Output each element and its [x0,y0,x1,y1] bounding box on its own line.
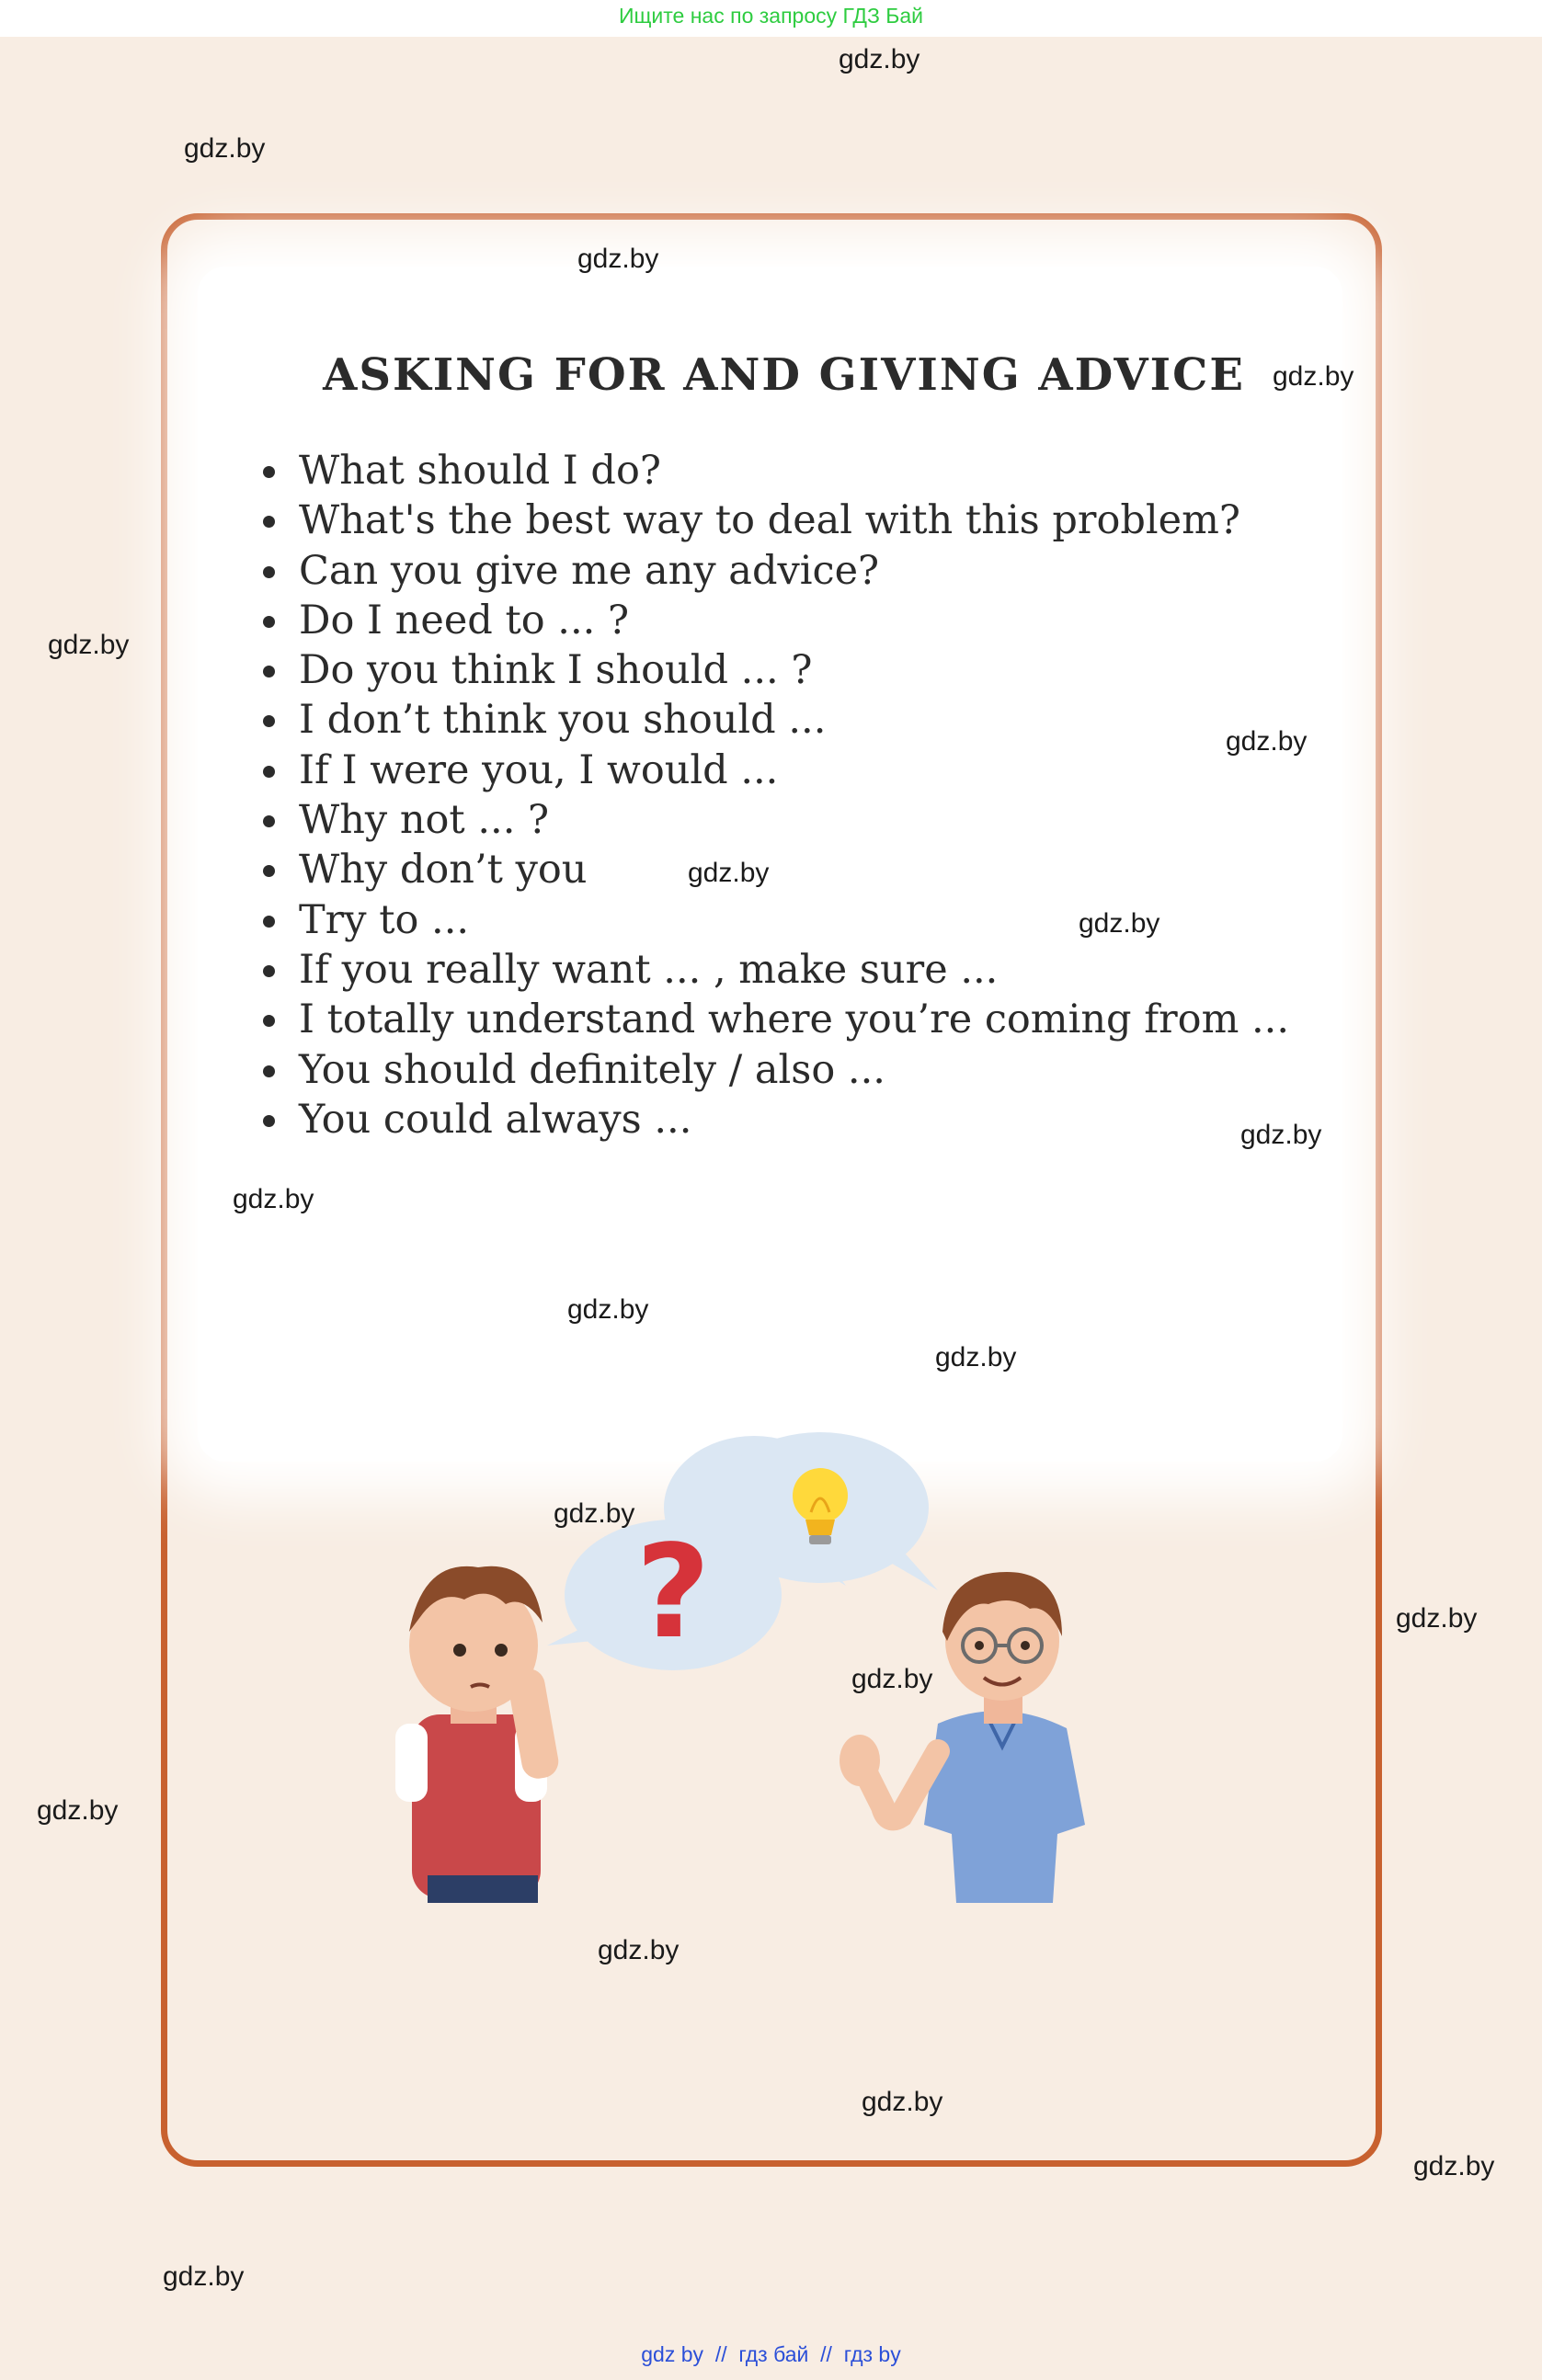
watermark: gdz.by [1079,908,1160,939]
watermark: gdz.by [567,1294,649,1325]
bullet-icon [263,616,275,628]
svg-text:?: ? [635,1518,711,1668]
footer-separator: // [714,2342,727,2366]
watermark: gdz.by [48,630,130,660]
bullet-icon [263,1115,275,1127]
advisor-boy-icon [840,1572,1085,1903]
bullet-icon [263,965,275,977]
page-title: ASKING FOR AND GIVING ADVICE [323,349,1245,401]
footer-link-gdz-by[interactable]: gdz by [641,2342,704,2366]
list-item: You could always ... [257,1095,1289,1144]
bullet-icon [263,715,275,727]
watermark: gdz.by [1413,2151,1495,2181]
bullet-icon [263,516,275,528]
watermark: gdz.by [1226,726,1308,757]
bullet-icon [263,566,275,578]
list-item: Why don’t you [257,845,1289,894]
watermark: gdz.by [163,2261,245,2292]
list-item: Try to ... [257,895,1289,945]
top-banner [0,0,1542,37]
bullet-icon [263,1065,275,1077]
watermark: gdz.by [1273,361,1354,392]
list-item: If I were you, I would ... [257,746,1289,795]
list-item: I don’t think you should ... [257,695,1289,745]
list-item: If you really want ... , make sure ... [257,945,1289,995]
list-item: What should I do? [257,446,1289,495]
phrase-list [257,446,1289,1144]
watermark: gdz.by [184,133,266,164]
watermark: gdz.by [688,858,770,888]
watermark: gdz.by [577,244,659,274]
list-item: Can you give me any advice? [257,546,1289,596]
footer-link-gdz-by-cyr[interactable]: гдз by [843,2342,901,2366]
top-search-link[interactable]: Ищите нас по запросу ГДЗ Бай [618,4,924,28]
watermark: gdz.by [37,1795,119,1826]
bullet-icon [263,466,275,478]
list-item: Why not ... ? [257,795,1289,845]
bullet-icon [263,1015,275,1027]
footer-links [0,2342,1542,2367]
question-bubble-icon [547,1518,782,1670]
watermark: gdz.by [1240,1120,1322,1150]
watermark: gdz.by [1396,1603,1478,1634]
watermark: gdz.by [851,1664,933,1694]
bullet-icon [263,865,275,877]
bullet-icon [263,815,275,827]
list-item: Do I need to ... ? [257,596,1289,645]
watermark: gdz.by [233,1184,314,1214]
bullet-icon [263,666,275,678]
watermark: gdz.by [598,1935,680,1965]
list-item: Do you think I should ... ? [257,645,1289,695]
bullet-icon [263,916,275,928]
list-item: You should definitely / also ... [257,1045,1289,1095]
bullet-icon [263,766,275,778]
watermark: gdz.by [554,1498,635,1529]
footer-link-gdz-bai[interactable]: гдз бай [738,2342,809,2366]
list-item: What's the best way to deal with this problem? [257,495,1289,545]
confused-boy-icon [395,1566,561,1903]
watermark: gdz.by [862,2087,943,2117]
watermark: gdz.by [839,44,920,74]
watermark: gdz.by [935,1342,1017,1372]
footer-separator: // [820,2342,832,2366]
illustration-scene [386,1420,1159,1907]
list-item: I totally understand where you’re coming from ... [257,995,1289,1044]
